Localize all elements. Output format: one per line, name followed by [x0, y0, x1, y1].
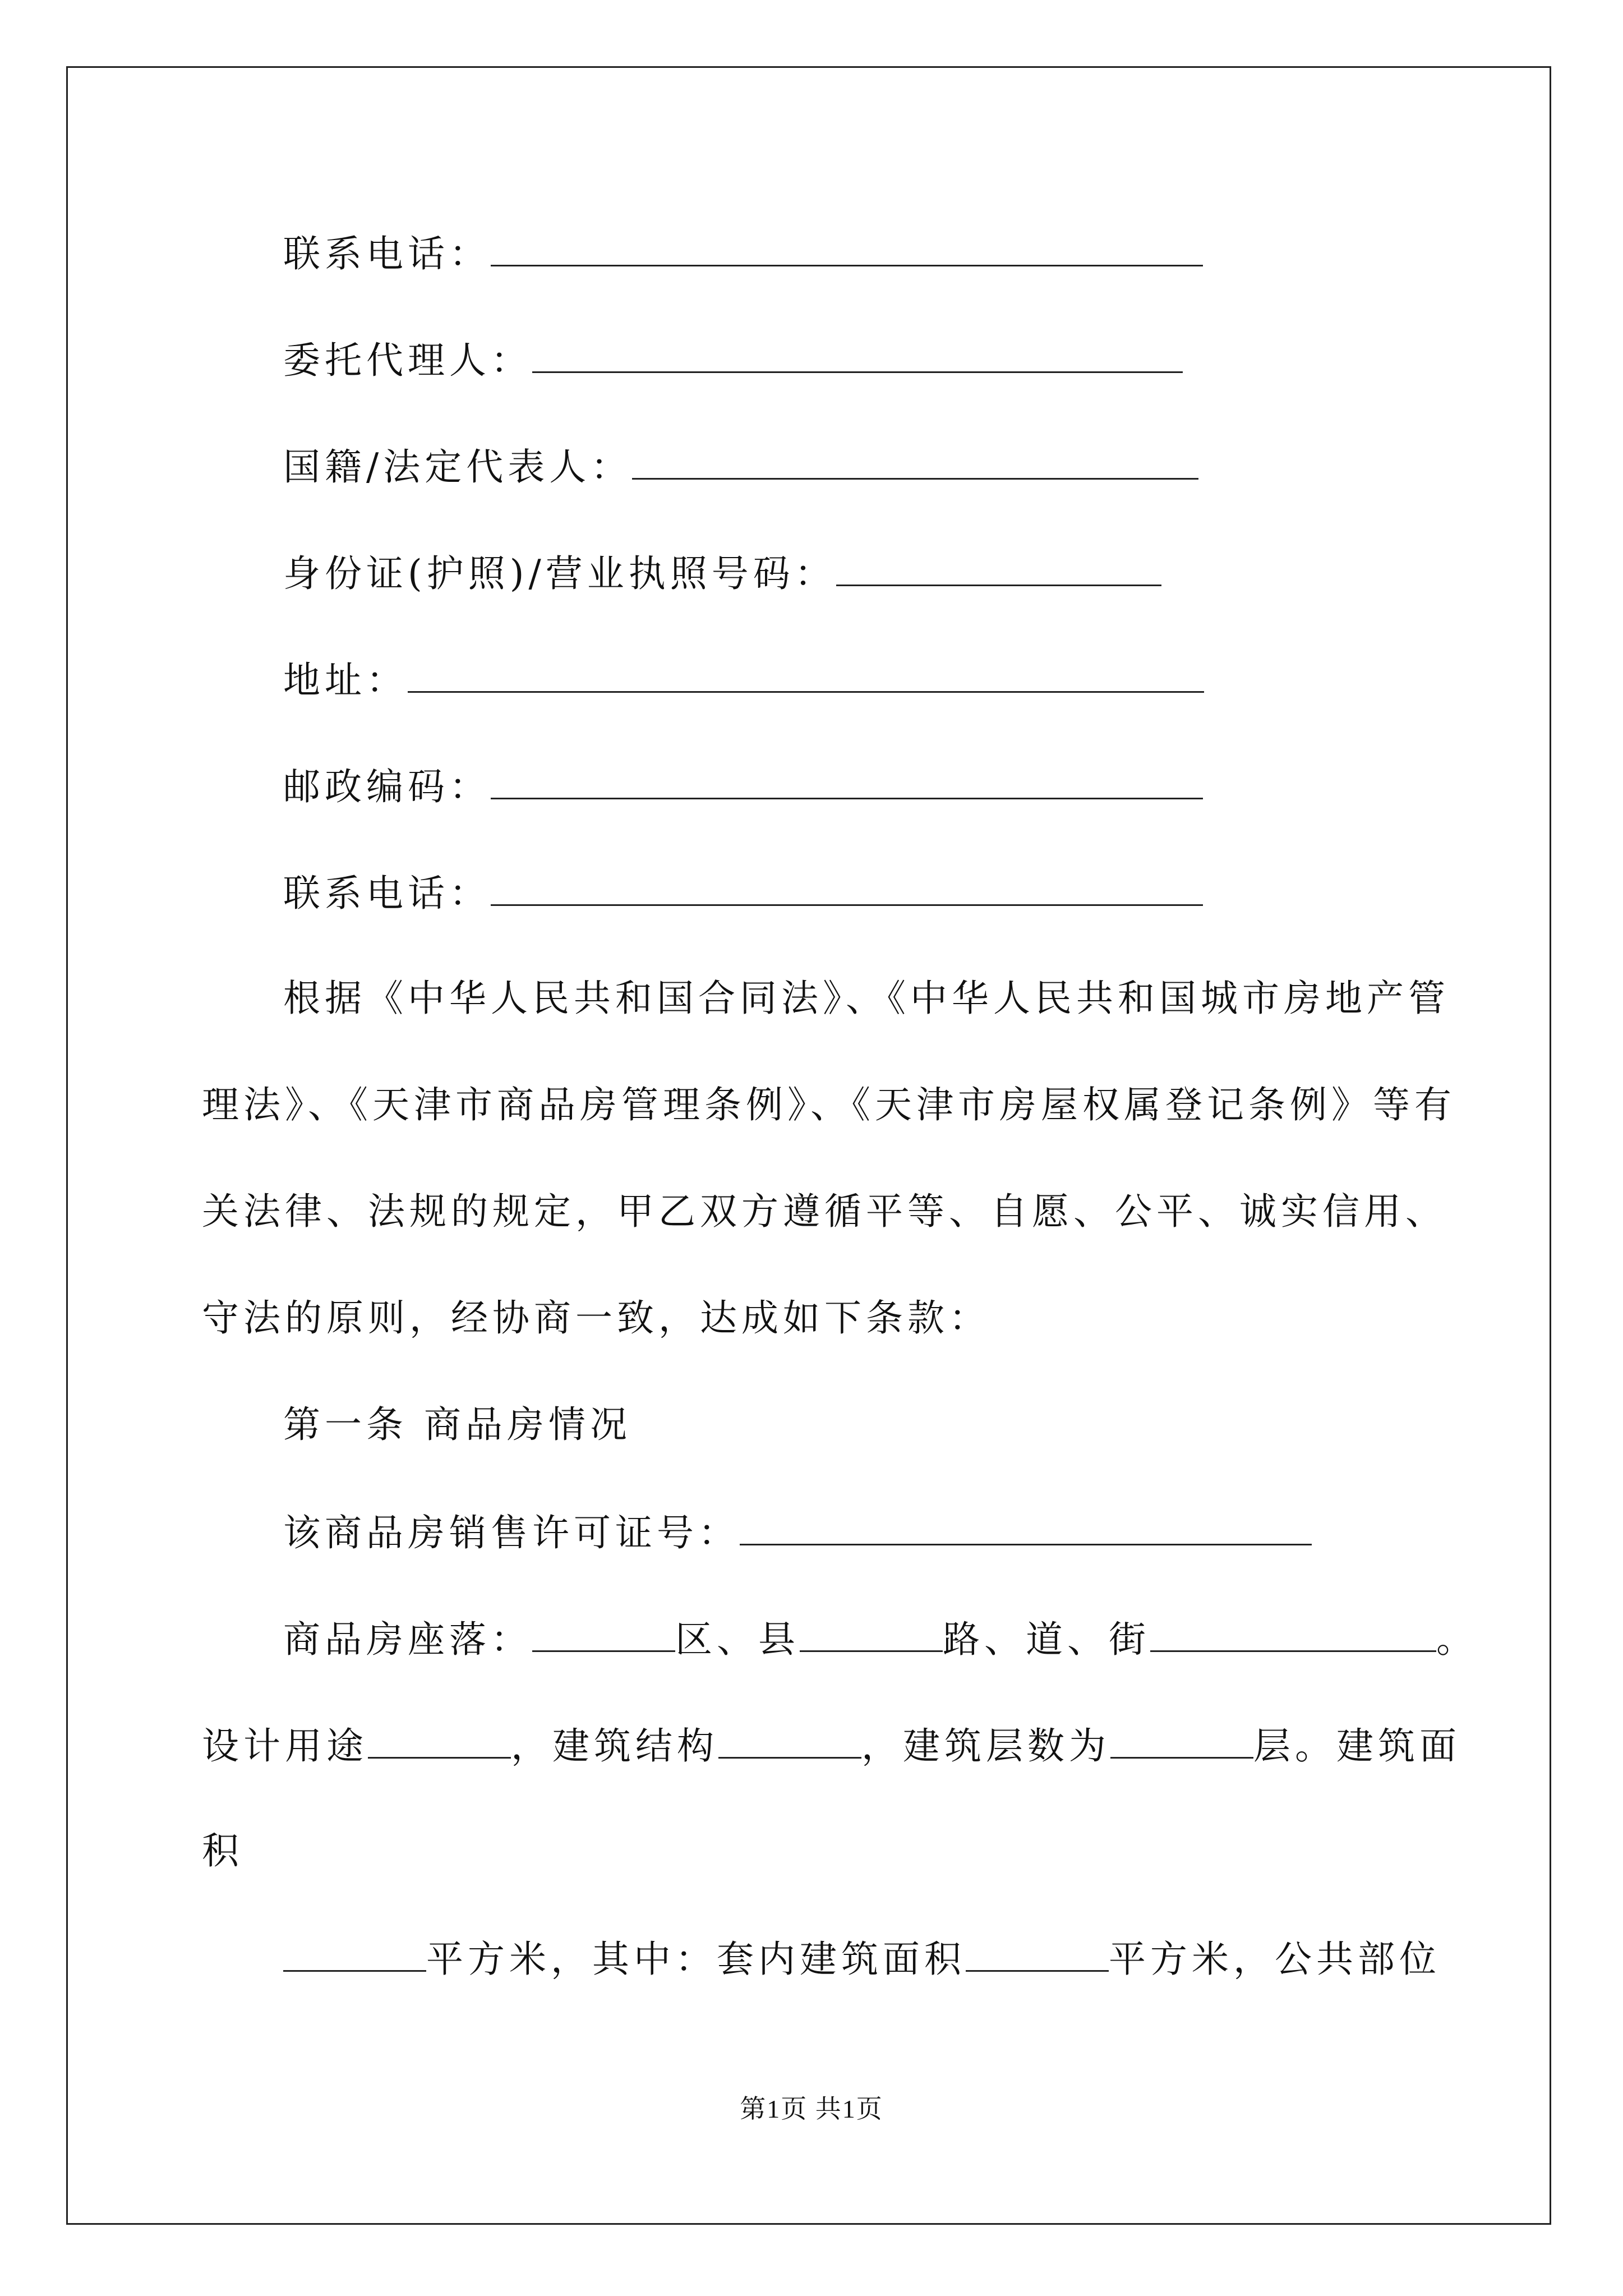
- license-label: 该商品房销售许可证号：: [283, 1511, 740, 1554]
- agent-blank: [532, 337, 1183, 373]
- preamble-line-4: 守法的原则，经协商一致，达成如下条款：: [202, 1296, 990, 1340]
- street-blank: [1150, 1616, 1436, 1652]
- location-line: [283, 1616, 1478, 1662]
- id-license-blank: [836, 550, 1161, 586]
- area-line: [283, 1935, 1441, 1982]
- design-use-label: 设计用途: [202, 1724, 368, 1768]
- structure-label: ，建筑结构: [511, 1724, 718, 1768]
- license-field: [283, 1509, 1312, 1556]
- postcode-blank: [491, 763, 1203, 799]
- district-label: 区、县: [675, 1618, 800, 1661]
- page-footer: 第1页 共1页: [740, 2095, 883, 2123]
- sqm-label-2: 平方米，公共部位: [1109, 1938, 1441, 1981]
- district-blank: [532, 1616, 675, 1652]
- preamble-line-2: 理法》、《天津市商品房管理条例》、《天津市房屋权属登记条例》等有: [202, 1083, 1456, 1126]
- area-continuation: 积: [202, 1829, 243, 1872]
- location-label: 商品房座落：: [283, 1618, 532, 1661]
- phone-field-1: [283, 230, 1203, 277]
- nationality-label: 国籍/法定代表人：: [283, 445, 633, 489]
- id-license-label: 身份证(护照)/营业执照号码：: [283, 552, 836, 595]
- sqm-label-1: 平方米，其中：套内建筑面积: [426, 1938, 966, 1981]
- total-area-blank: [283, 1935, 426, 1972]
- preamble-line-1: 根据《中华人民共和国合同法》、《中华人民共和国城市房地产管: [283, 977, 1450, 1020]
- road-label: 路、道、街: [943, 1618, 1150, 1661]
- article-1-heading: 第一条 商品房情况: [283, 1403, 631, 1446]
- phone-label: 联系电话：: [283, 232, 491, 275]
- agent-field: [283, 337, 1183, 383]
- structure-blank: [718, 1722, 861, 1759]
- road-blank: [800, 1616, 943, 1652]
- period: 。: [1436, 1618, 1478, 1661]
- page-border: [66, 66, 1551, 2225]
- inner-area-blank: [966, 1935, 1109, 1972]
- nationality-field: [283, 443, 1198, 490]
- phone-field-2: [283, 869, 1203, 916]
- postcode-field: [283, 763, 1203, 809]
- license-blank: [740, 1509, 1312, 1545]
- phone-blank: [491, 869, 1203, 906]
- preamble-line-3: 关法律、法规的规定，甲乙双方遵循平等、自愿、公平、诚实信用、: [202, 1190, 1447, 1233]
- nationality-blank: [632, 443, 1198, 480]
- postcode-label: 邮政编码：: [283, 765, 491, 808]
- id-license-field: [283, 550, 1161, 596]
- address-label: 地址：: [283, 659, 408, 702]
- floors-unit-label: 层。建筑面: [1253, 1724, 1461, 1768]
- floors-blank: [1110, 1722, 1253, 1759]
- design-line: [202, 1722, 1461, 1769]
- address-field: [283, 656, 1204, 703]
- design-use-blank: [368, 1722, 511, 1759]
- address-blank: [408, 656, 1204, 693]
- phone-label: 联系电话：: [283, 872, 491, 915]
- phone-blank: [491, 230, 1203, 266]
- floors-label: ，建筑层数为: [861, 1724, 1110, 1768]
- agent-label: 委托代理人：: [283, 339, 532, 382]
